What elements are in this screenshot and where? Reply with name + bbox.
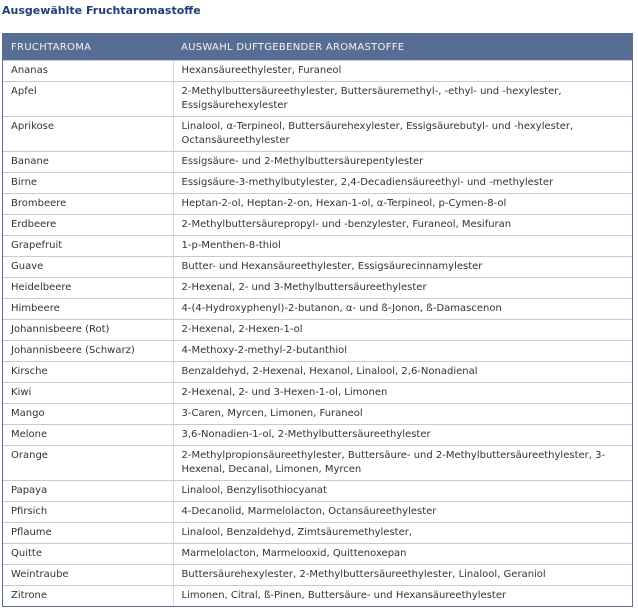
fruit-cell: Himbeere [3,299,173,320]
aroma-compounds-cell: Limonen, Citral, ß-Pinen, Buttersäure- und Hexansäureethylester [173,586,632,607]
fruit-cell: Weintraube [3,565,173,586]
aroma-compounds-cell: Essigsäure-3-methylbutylester, 2,4-Decadiensäureethyl- und -methylester [173,173,632,194]
table-row [3,194,632,215]
aroma-compounds-cell: Hexansäureethylester, Furaneol [173,61,632,82]
fruit-cell: Erdbeere [3,215,173,236]
table-row [3,173,632,194]
fruit-cell: Kirsche [3,362,173,383]
aroma-compounds-cell: 4-Decanolid, Marmelolacton, Octansäureethylester [173,502,632,523]
aroma-compounds-cell: 2-Hexenal, 2-Hexen-1-ol [173,320,632,341]
table-row [3,586,632,607]
table-row [3,215,632,236]
aroma-compounds-cell: 2-Methylbuttersäurepropyl- und -benzylester, Furaneol, Mesifuran [173,215,632,236]
aroma-compounds-cell: Buttersäurehexylester, 2-Methylbuttersäureethylester, Linalool, Geraniol [173,565,632,586]
table-row [3,278,632,299]
fruit-cell: Grapefruit [3,236,173,257]
fruit-cell: Johannisbeere (Schwarz) [3,341,173,362]
table-row [3,257,632,278]
table-row [3,61,632,82]
table-header-row [3,34,632,61]
table-row [3,425,632,446]
fruit-cell: Pflaume [3,523,173,544]
aroma-compounds-cell: 2-Methylpropionsäureethylester, Buttersäure- und 2-Methylbuttersäureethylester, 3-Hexenal, Decanal, Limonen, Myrcen [173,446,632,481]
column-header-fruit: FRUCHTAROMA [3,34,173,61]
fruit-cell: Guave [3,257,173,278]
table-row [3,320,632,341]
aroma-compounds-cell: Benzaldehyd, 2-Hexenal, Hexanol, Linalool, 2,6-Nonadienal [173,362,632,383]
fruit-cell: Ananas [3,61,173,82]
table-row [3,152,632,173]
fruit-cell: Zitrone [3,586,173,607]
table-row [3,299,632,320]
fruit-cell: Apfel [3,82,173,117]
aroma-table-container [2,33,633,607]
aroma-compounds-cell: Linalool, α-Terpineol, Buttersäurehexylester, Essigsäurebutyl- und -hexylester, Octansäureethylester [173,117,632,152]
fruit-cell: Heidelbeere [3,278,173,299]
aroma-compounds-cell: 3-Caren, Myrcen, Limonen, Furaneol [173,404,632,425]
table-row [3,481,632,502]
fruit-cell: Johannisbeere (Rot) [3,320,173,341]
aroma-compounds-cell: 4-(4-Hydroxyphenyl)-2-butanon, α- und ß-Jonon, ß-Damascenon [173,299,632,320]
aroma-compounds-cell: 2-Methylbuttersäureethylester, Buttersäuremethyl-, -ethyl- und -hexylester, Essigsäurehexylester [173,82,632,117]
aroma-compounds-cell: Linalool, Benzylisothiocyanat [173,481,632,502]
table-row [3,82,632,117]
table-row [3,362,632,383]
table-row [3,544,632,565]
aroma-compounds-cell: 2-Hexenal, 2- und 3-Methylbuttersäureethylester [173,278,632,299]
fruit-cell: Kiwi [3,383,173,404]
fruit-cell: Pfirsich [3,502,173,523]
table-row [3,341,632,362]
fruit-cell: Quitte [3,544,173,565]
table-row [3,383,632,404]
aroma-compounds-cell: 1-p-Menthen-8-thiol [173,236,632,257]
fruit-cell: Banane [3,152,173,173]
table-row [3,236,632,257]
aroma-compounds-cell: Linalool, Benzaldehyd, Zimtsäuremethylester, [173,523,632,544]
aroma-compounds-cell: Marmelolacton, Marmelooxid, Quittenoxepan [173,544,632,565]
table-row [3,502,632,523]
table-row [3,446,632,481]
fruit-cell: Brombeere [3,194,173,215]
page-title: Ausgewählte Fruchtaromastoffe [2,4,201,17]
fruit-cell: Melone [3,425,173,446]
table-row [3,404,632,425]
fruit-cell: Papaya [3,481,173,502]
aroma-compounds-cell: 3,6-Nonadien-1-ol, 2-Methylbuttersäureethylester [173,425,632,446]
table-row [3,565,632,586]
fruit-cell: Aprikose [3,117,173,152]
fruit-cell: Orange [3,446,173,481]
aroma-compounds-cell: 4-Methoxy-2-methyl-2-butanthiol [173,341,632,362]
table-row [3,117,632,152]
aroma-compounds-cell: Heptan-2-ol, Heptan-2-on, Hexan-1-ol, α-Terpineol, p-Cymen-8-ol [173,194,632,215]
fruit-cell: Mango [3,404,173,425]
fruit-cell: Birne [3,173,173,194]
aroma-compounds-cell: Essigsäure- und 2-Methylbuttersäurepentylester [173,152,632,173]
aroma-compounds-cell: Butter- und Hexansäureethylester, Essigsäurecinnamylester [173,257,632,278]
table-row [3,523,632,544]
column-header-aroma-compounds: AUSWAHL DUFTGEBENDER AROMASTOFFE [173,34,632,61]
aroma-compounds-cell: 2-Hexenal, 2- und 3-Hexen-1-ol, Limonen [173,383,632,404]
aroma-table [3,34,632,606]
table-body [3,61,632,607]
